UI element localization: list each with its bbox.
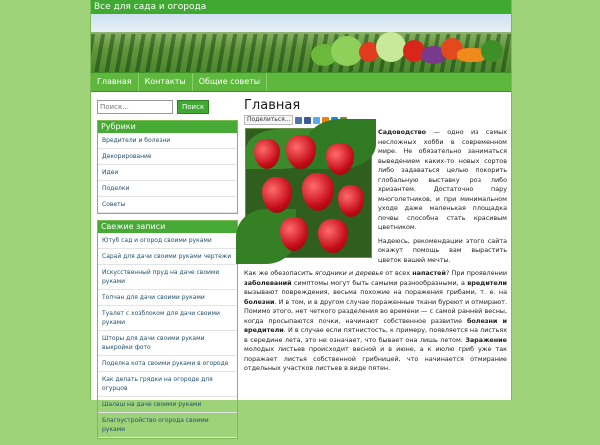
sidebar: [97, 96, 238, 445]
recent-posts-widget: [97, 220, 238, 439]
recent-post-link[interactable]: Шторы для дачи своими руками выкройки фото: [98, 331, 237, 356]
recent-post-link[interactable]: Поделка кота своими руками в огороде: [98, 356, 237, 372]
strawberry-image: [245, 128, 372, 258]
recent-post-link[interactable]: Ютуб сад и огород своими руками: [98, 233, 237, 249]
rubric-link[interactable]: Декорирование: [98, 149, 237, 165]
recent-post-link[interactable]: Туалет с хозблоком для дачи своими руками: [98, 306, 237, 331]
nav-general-tips[interactable]: Общие советы: [193, 73, 267, 91]
facebook-share-icon[interactable]: [304, 117, 311, 124]
rubric-link[interactable]: Вредители и болезни: [98, 133, 237, 149]
rubric-link[interactable]: Поделки: [98, 181, 237, 197]
intro-paragraph: Садоводство — одно из самых несложных хобби в современном мире. Не обязательно заниматься выведением каких-то новых сортов либо задаваться целью покорить глобальную выставку роз либо хризантем. Достаточно пару многолетников, и при минимальном уходе даже маленькая площадка почвы способна стать красивым цветником.: [378, 128, 507, 231]
recent-post-link[interactable]: Топчан для дачи своими руками: [98, 290, 237, 306]
recent-post-link[interactable]: Благоустройство огорода своими руками: [98, 413, 237, 438]
rubric-link[interactable]: Идеи: [98, 165, 237, 181]
search-form: [97, 100, 238, 114]
page-title: Главная: [244, 98, 301, 113]
site-title[interactable]: Все для сада и огорода: [91, 0, 511, 14]
search-button[interactable]: Поиск: [177, 100, 209, 114]
recent-posts-title: Свежие записи: [98, 221, 237, 233]
twitter-share-icon[interactable]: [313, 117, 320, 124]
recent-post-link[interactable]: Сарай для дачи своими руками чертежи: [98, 249, 237, 265]
nav-home[interactable]: Главная: [91, 73, 139, 91]
main-navigation: [91, 72, 511, 92]
rubrics-title: Рубрики: [98, 121, 237, 133]
vk-share-icon[interactable]: [295, 117, 302, 124]
recent-post-link[interactable]: Шалаш на даче своими руками: [98, 397, 237, 413]
header-banner: [91, 14, 511, 72]
recent-post-link[interactable]: Искусственный пруд на даче своими руками: [98, 265, 237, 290]
share-button[interactable]: Поделиться...: [244, 115, 293, 125]
page-wrapper: [90, 0, 512, 433]
pests-paragraph: Как же обезопасить ягодники и деревья от всех напастей? При проявлении заболеваний симптомы могут быть самыми разнообразными, а вредители вызывают повреждения, весьма похожие на поражения грибами, т. е. на болезни. И в том, и в другом случае пораженные ткани буреют и отмирают. Помимо этого, нет четкого разделения во времени — с самой ранней весны, когда просыпаются почки, начинают собственное развитие болезни и вредители. И в случае если пятнистость, к примеру, появляется на листьях в середине лета, это не означает, что бывает она лишь летом. Заражение молодых листьев происходит весной и в июне, а к июлю гриб уже так поражает листья собственной грибницей, что начинается отмирание отдельных участков листьев в виде пятен.: [244, 269, 508, 372]
recommendation-paragraph: Надеюсь, рекомендации этого сайта окажут помощь вам вырастить цветок вашей мечты.: [378, 236, 507, 264]
post-body: [244, 128, 507, 374]
search-input[interactable]: [97, 100, 173, 114]
rubric-link[interactable]: Советы: [98, 197, 237, 213]
rubrics-widget: [97, 120, 238, 214]
main-content: [244, 96, 507, 378]
recent-post-link[interactable]: Как делать грядки на огороде для огурцов: [98, 372, 237, 397]
nav-contacts[interactable]: Контакты: [139, 73, 193, 91]
